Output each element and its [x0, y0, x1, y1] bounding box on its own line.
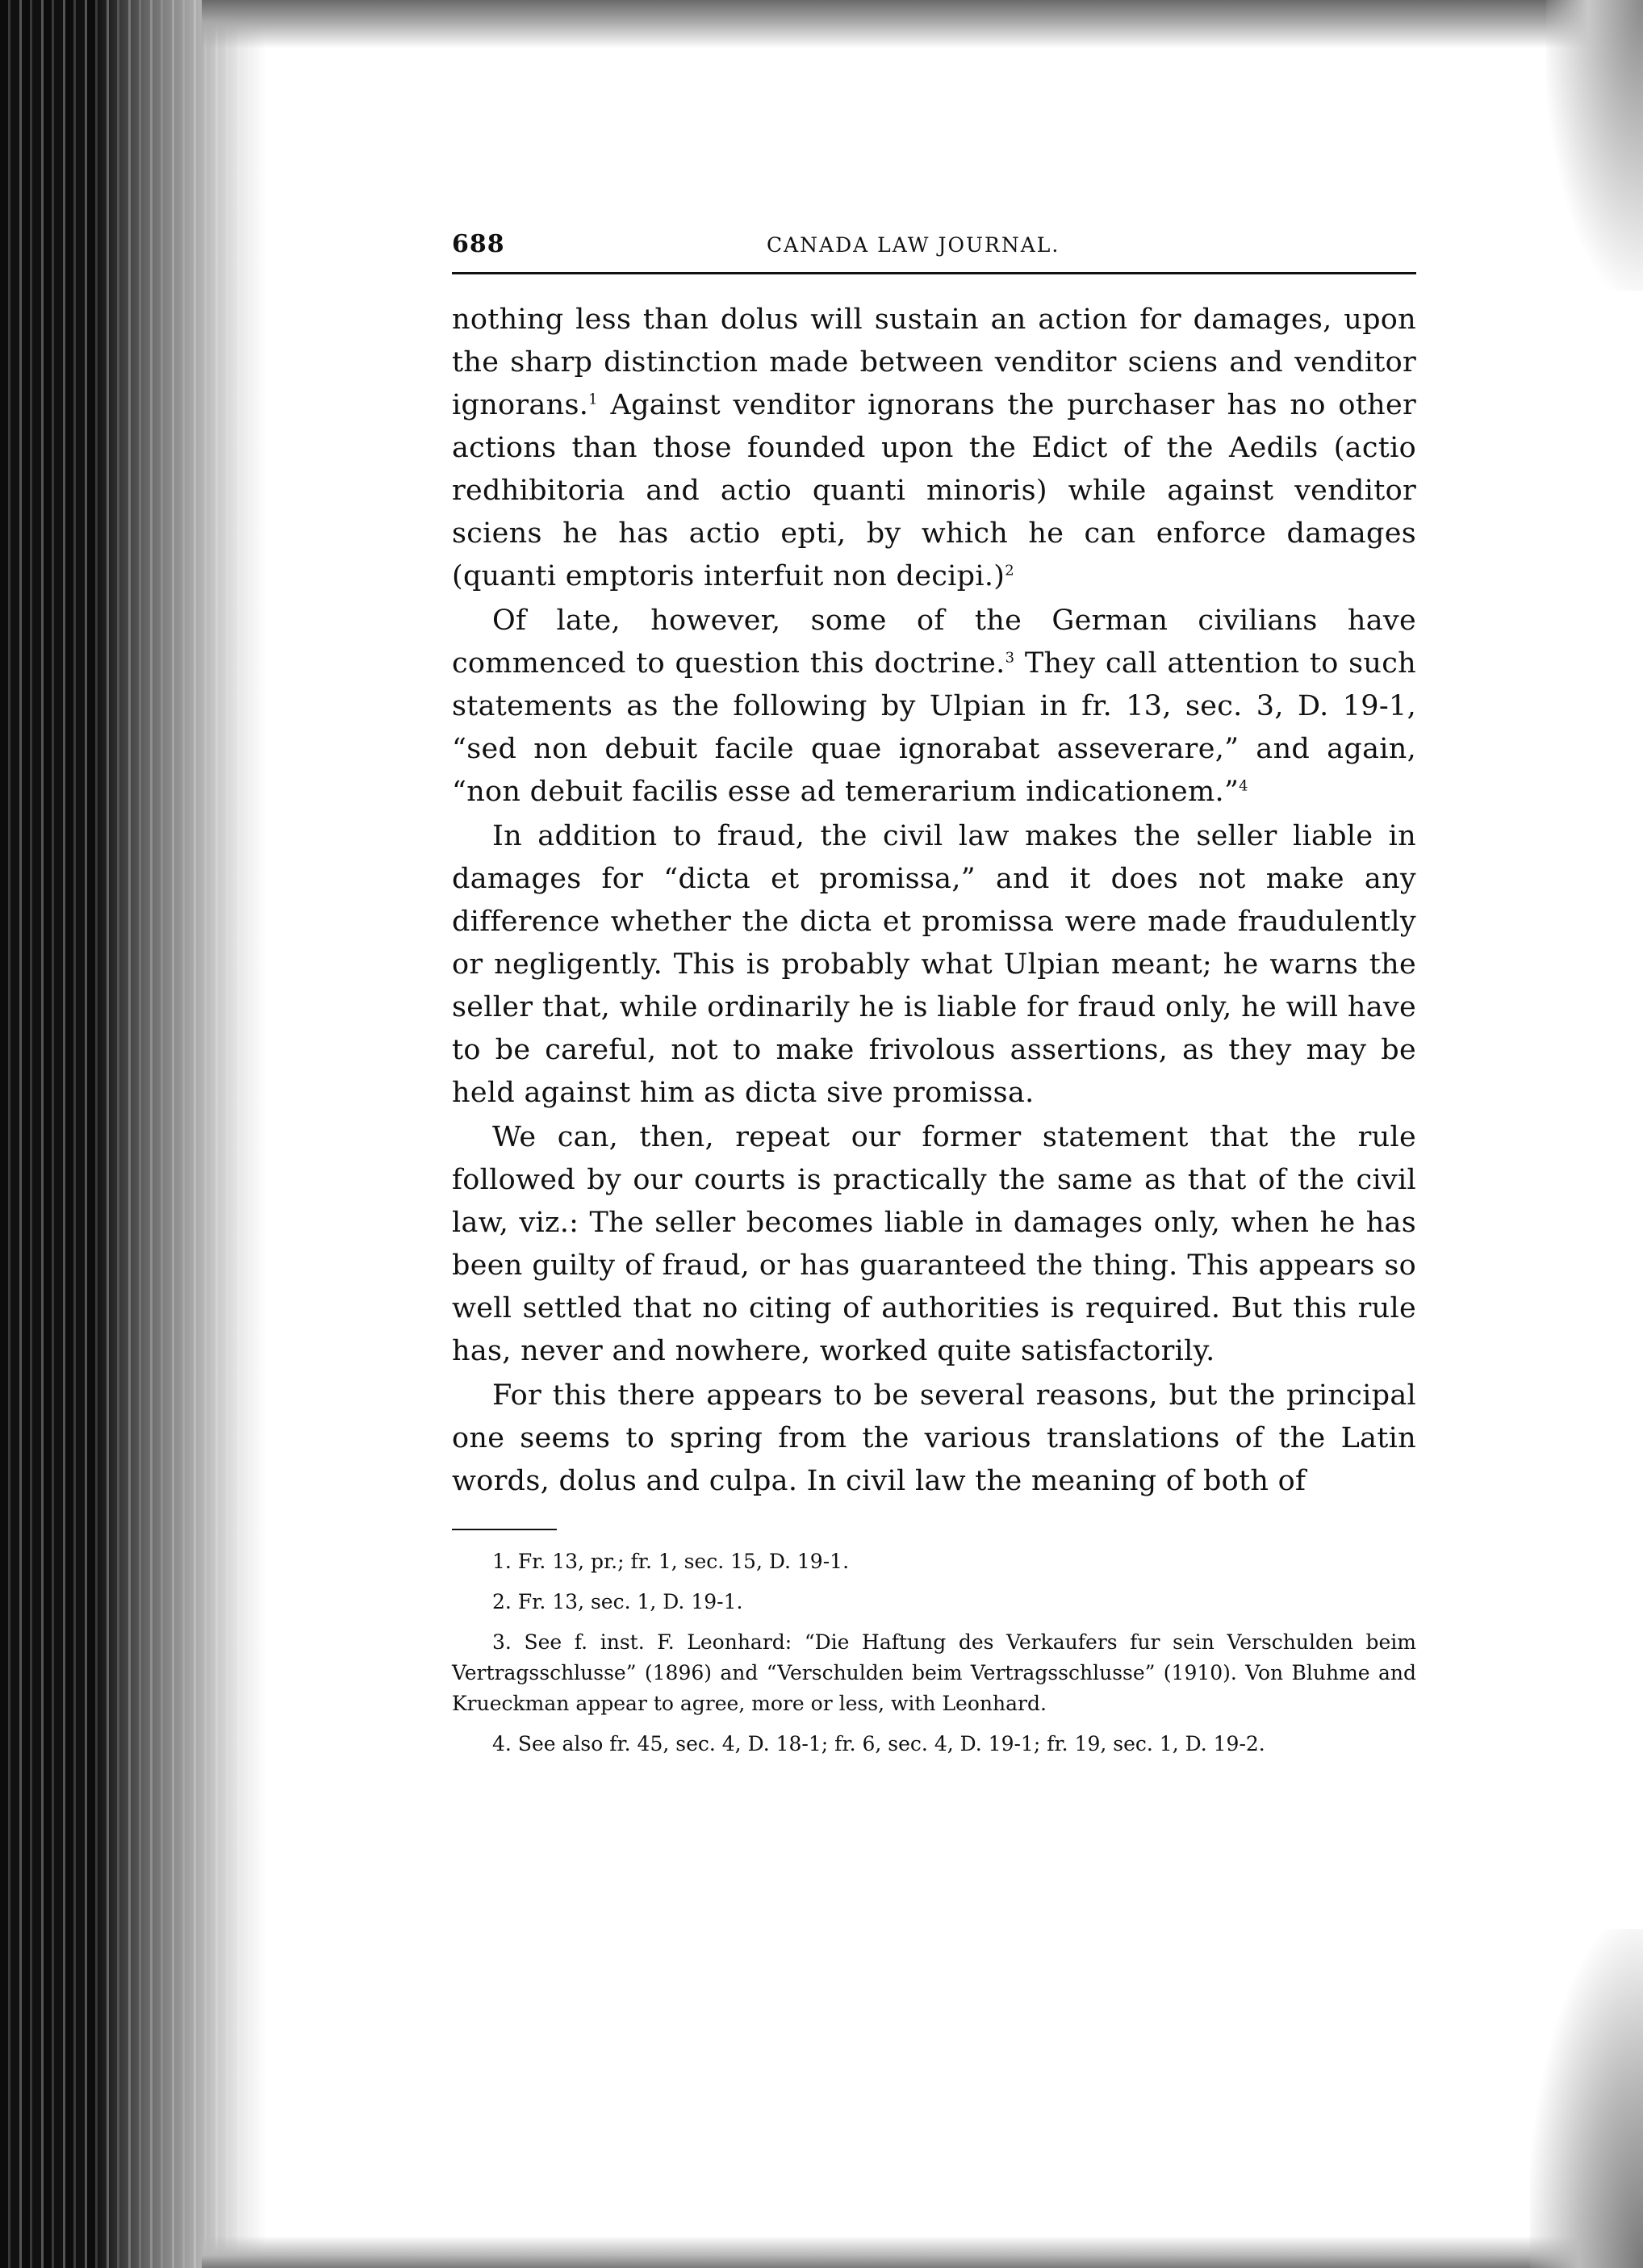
- header-rule: [452, 272, 1416, 274]
- footnote-number: 2.: [492, 1590, 512, 1613]
- paragraph-4: We can, then, repeat our former statement that the rule followed by our courts is practically the same as that of the civil law, viz.: The seller becomes liable in damages only, when he has been guilty of fraud, or has guaranteed the thing. This appears so well settled that no citing of authorities is required. But this rule has, never and nowhere, worked quite satisfactorily.: [452, 1121, 1416, 1367]
- paragraph-1: [452, 299, 1416, 598]
- footnote-ref-3: 3: [1005, 649, 1015, 667]
- paragraph-text: Of late, however, some of the German civilians have commenced to question this doctrine.: [452, 605, 1416, 680]
- footnotes: [452, 1546, 1416, 1760]
- footnote-2: [452, 1587, 1416, 1617]
- footnote-number: 3.: [492, 1630, 512, 1654]
- document-page: [452, 230, 1416, 1769]
- paragraph-text: They call attention to such statements as the following by Ulpian in fr. 13, sec. 3, D. 19-1, “sed non debuit facile quae ignorabat asseverare,” and again, “non debuit facilis esse ad temerarium indicationem.”: [452, 647, 1416, 808]
- page-number: 688: [452, 230, 505, 258]
- footnote-3: [452, 1627, 1416, 1719]
- journal-title: CANADA LAW JOURNAL.: [767, 233, 1060, 257]
- scan-shadow-bottom: [202, 2236, 1643, 2268]
- paragraph-5: For this there appears to be several reasons, but the principal one seems to spring from the various translations of the Latin words, dolus and culpa. In civil law the meaning of both of: [452, 1379, 1416, 1497]
- scan-shadow-bottom-right: [1530, 1929, 1643, 2268]
- body-text: [452, 299, 1416, 1503]
- footnote-text: Fr. 13, pr.; fr. 1, sec. 15, D. 19-1.: [517, 1550, 850, 1573]
- paragraph-3: In addition to fraud, the civil law makes the seller liable in damages for “dicta et promissa,” and it does not make any difference whether the dicta et promissa were made fraudulently or negligently. This is probably what Ulpian meant; he warns the seller that, while ordinarily he is liable for fraud only, he will have to be careful, not to make frivolous assertions, as they may be held against him as dicta sive promissa.: [452, 820, 1416, 1109]
- scan-shadow-left: [0, 0, 266, 2268]
- footnote-text: See f. inst. F. Leonhard: “Die Haftung des Verkaufers fur sein Verschulden beim Vertragsschlusse” (1896) and “Verschulden beim Vertragsschlusse” (1910). Von Bluhme and Krueckman appear to agree, more or less, with Leonhard.: [452, 1630, 1416, 1715]
- paragraph-text: Against venditor ignorans the purchaser has no other actions than those founded upon the Edict of the Aedils (actio redhibitoria and actio quanti minoris) while against venditor sciens he has actio epti, by which he can enforce damages (quanti emptoris interfuit non decipi.): [452, 389, 1416, 592]
- paragraph-text: nothing less than dolus will sustain an action for damages, upon the sharp distinction made between venditor sciens and venditor ignorans.: [452, 303, 1416, 421]
- footnote-ref-1: 1: [588, 391, 598, 408]
- footnote-number: 4.: [492, 1732, 512, 1755]
- footnote-rule: [452, 1529, 557, 1530]
- footnote-text: Fr. 13, sec. 1, D. 19-1.: [517, 1590, 743, 1613]
- scan-shadow-top-right: [1546, 0, 1643, 291]
- footnote-1: [452, 1546, 1416, 1577]
- running-head: [452, 230, 1416, 266]
- footnote-number: 1.: [492, 1550, 512, 1573]
- footnote-ref-2: 2: [1005, 562, 1015, 580]
- scan-shadow-top: [202, 0, 1643, 48]
- paragraph-2: [452, 600, 1416, 814]
- footnote-ref-4: 4: [1239, 777, 1248, 795]
- footnote-text: See also fr. 45, sec. 4, D. 18-1; fr. 6, sec. 4, D. 19-1; fr. 19, sec. 1, D. 19-2.: [517, 1732, 1265, 1755]
- footnote-4: [452, 1729, 1416, 1760]
